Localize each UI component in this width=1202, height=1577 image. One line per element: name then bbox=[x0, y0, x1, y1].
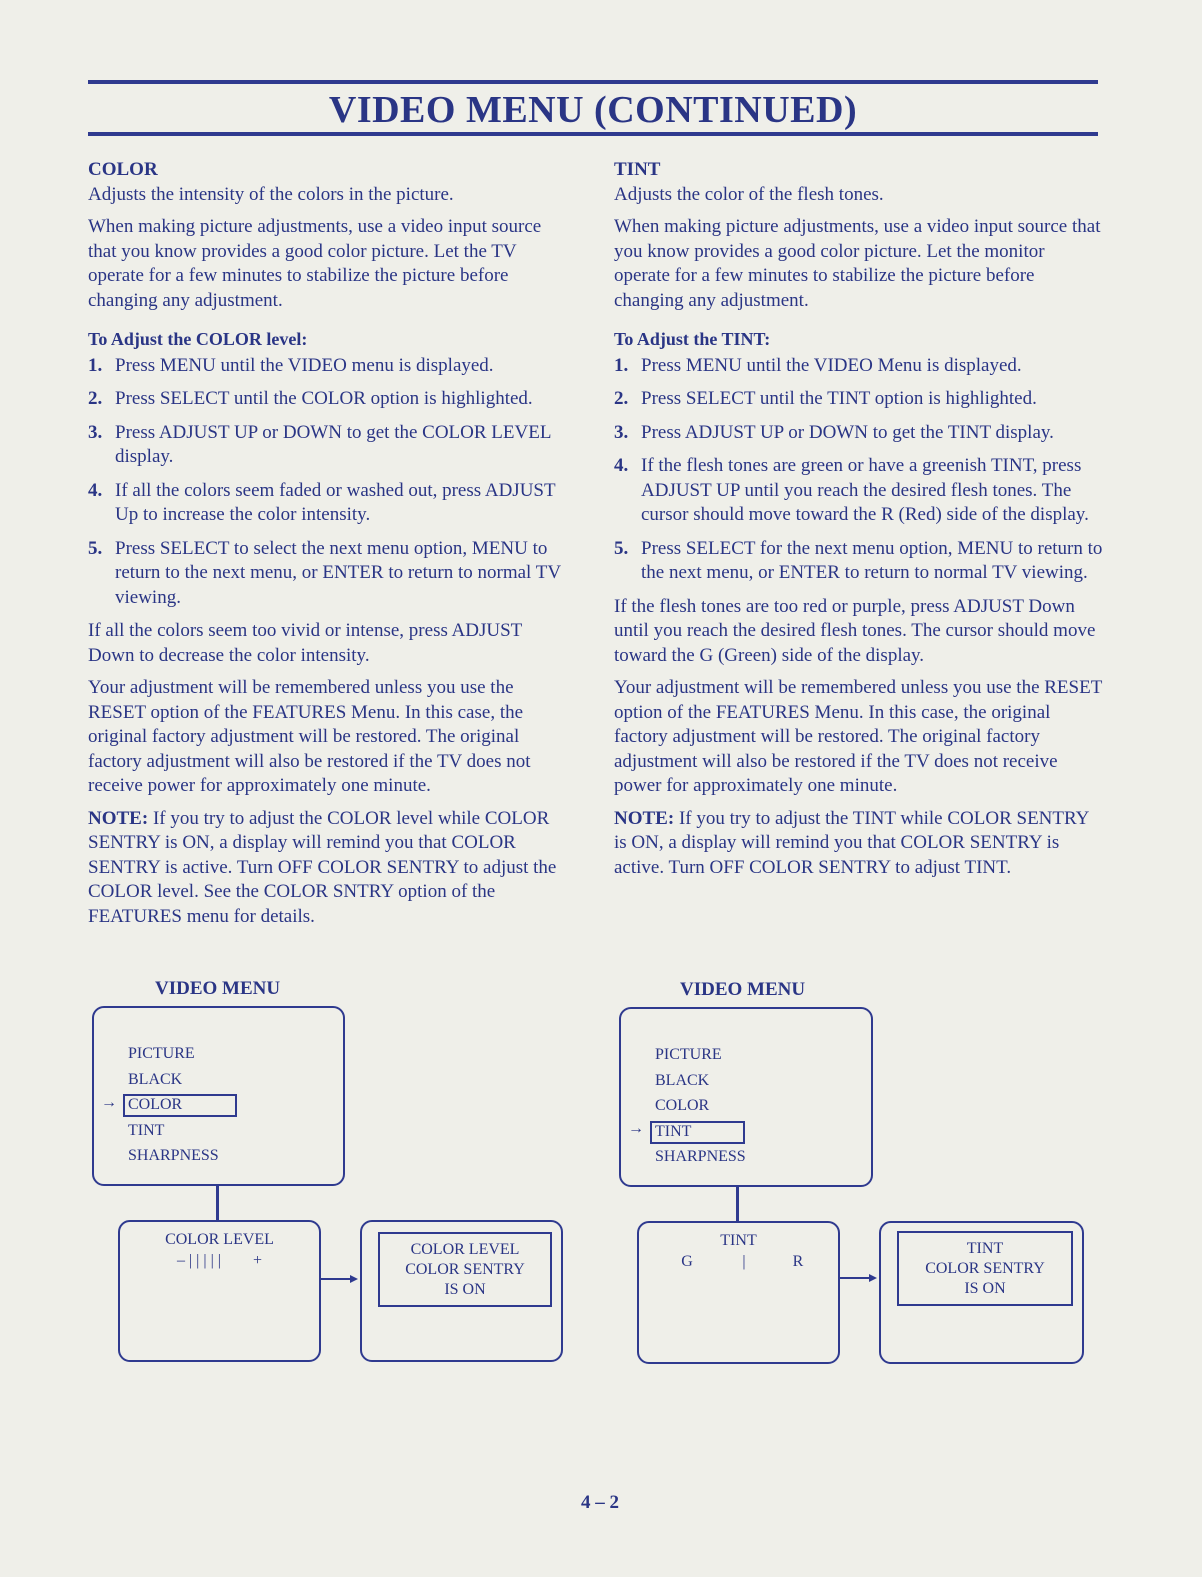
tint-section bbox=[614, 158, 1104, 888]
menu-item-sharpness: SHARPNESS bbox=[128, 1147, 219, 1164]
connector-line bbox=[840, 1277, 870, 1279]
color-level-label: COLOR LEVEL bbox=[165, 1231, 274, 1248]
menu-item-black: BLACK bbox=[128, 1070, 183, 1088]
tint-intro: Adjusts the color of the flesh tones. bbox=[614, 183, 884, 205]
list-item bbox=[614, 387, 1104, 412]
step-text: Press ADJUST UP or DOWN to get the COLOR LEVEL display. bbox=[115, 421, 551, 467]
sentry-line-1: COLOR LEVEL bbox=[410, 1241, 520, 1258]
step-text: Press SELECT for the next menu option, MENU to return to the next menu, or ENTER to return to normal TV viewing. bbox=[641, 537, 1103, 583]
menu-item-tint: TINT bbox=[128, 1121, 165, 1139]
step-number: 2. bbox=[614, 388, 629, 409]
tint-red-label: R bbox=[792, 1253, 804, 1270]
color-para-1: When making picture adjustments, use a video input source that you know provides a good color picture. Let the TV operate for a few minutes to stabilize the picture before changing any adjustment. bbox=[88, 216, 542, 311]
step-text: Press MENU until the VIDEO Menu is displayed. bbox=[641, 354, 1022, 376]
step-text: Press MENU until the VIDEO menu is displayed. bbox=[115, 354, 494, 376]
color-section bbox=[88, 158, 568, 937]
list-item bbox=[88, 387, 568, 412]
step-number: 5. bbox=[614, 537, 629, 559]
tint-label: TINT bbox=[720, 1232, 757, 1249]
color-note bbox=[88, 807, 568, 930]
menu-item-tint: TINT bbox=[655, 1122, 692, 1140]
tint-subheading: To Adjust the TINT: bbox=[614, 329, 771, 349]
note-text: If you try to adjust the TINT while COLOR SENTRY is ON, a display will remind you that COLOR SENTRY is active. Turn OFF COLOR SENTRY to adjust TINT. bbox=[614, 807, 1089, 878]
tint-cursor: | bbox=[742, 1253, 746, 1270]
note-label: NOTE: bbox=[614, 807, 675, 829]
tint-steps bbox=[614, 354, 1104, 586]
sentry-line-2: COLOR SENTRY bbox=[925, 1260, 1045, 1277]
menu-item-color: COLOR bbox=[128, 1096, 183, 1113]
sentry-line-1: TINT bbox=[966, 1240, 1004, 1257]
step-text: Press SELECT to select the next menu option, MENU to return to the next menu, or ENTER to return to normal TV viewing. bbox=[115, 537, 561, 608]
tint-note bbox=[614, 807, 1104, 881]
list-item bbox=[88, 479, 568, 528]
arrow-right-icon: → bbox=[101, 1094, 117, 1111]
color-para-2: If all the colors seem too vivid or intense, press ADJUST Down to decrease the color intensity. bbox=[88, 620, 522, 666]
color-level-scale: – | | | | | + bbox=[176, 1252, 263, 1269]
menu-item-color: COLOR bbox=[655, 1097, 710, 1114]
step-number: 3. bbox=[614, 421, 629, 443]
step-text: If all the colors seem faded or washed out, press ADJUST Up to increase the color intensity. bbox=[115, 479, 556, 525]
list-item bbox=[614, 537, 1104, 586]
arrow-right-icon: → bbox=[628, 1120, 644, 1137]
selection-highlight bbox=[123, 1094, 237, 1117]
tint-green-label: G bbox=[681, 1253, 693, 1270]
selection-highlight bbox=[650, 1121, 745, 1144]
list-item bbox=[88, 537, 568, 611]
step-text: If the flesh tones are green or have a greenish TINT, press ADJUST UP until you reach the desired flesh tones. The cursor should move toward the R (Red) side of the display. bbox=[641, 455, 1089, 525]
list-item bbox=[614, 421, 1104, 446]
note-label: NOTE: bbox=[88, 807, 149, 829]
arrow-head-icon bbox=[350, 1275, 358, 1283]
step-number: 5. bbox=[88, 537, 103, 559]
menu-list bbox=[655, 1042, 746, 1170]
tint-para-2: If the flesh tones are too red or purple, press ADJUST Down until you reach the desired flesh tones. The cursor should move toward the G (Green) side of the display. bbox=[614, 595, 1096, 666]
sentry-line-3: IS ON bbox=[444, 1281, 486, 1298]
list-item bbox=[88, 354, 568, 379]
step-text: Press SELECT until the TINT option is highlighted. bbox=[641, 388, 1037, 409]
list-item bbox=[614, 454, 1104, 528]
step-text: Press SELECT until the COLOR option is highlighted. bbox=[115, 388, 533, 409]
tint-para-1: When making picture adjustments, use a video input source that you know provides a good color picture. Let the monitor operate for a few minutes to stabilize the picture before changing any adjustment. bbox=[614, 216, 1101, 311]
page-title: VIDEO MENU (CONTINUED) bbox=[328, 89, 858, 131]
sentry-line-3: IS ON bbox=[964, 1280, 1006, 1297]
page-number: 4 – 2 bbox=[581, 1492, 619, 1513]
color-steps bbox=[88, 354, 568, 611]
title-rule bbox=[88, 132, 1098, 136]
step-text: Press ADJUST UP or DOWN to get the TINT display. bbox=[641, 421, 1054, 443]
color-intro: Adjusts the intensity of the colors in the picture. bbox=[88, 183, 454, 205]
connector-line bbox=[321, 1278, 351, 1280]
step-number: 1. bbox=[88, 354, 103, 376]
color-heading: COLOR bbox=[88, 159, 158, 180]
menu-item-picture: PICTURE bbox=[128, 1045, 195, 1062]
step-number: 2. bbox=[88, 388, 103, 409]
connector-line bbox=[216, 1186, 219, 1222]
color-subheading: To Adjust the COLOR level: bbox=[88, 329, 308, 349]
diagram-title: VIDEO MENU bbox=[680, 979, 806, 1000]
menu-item-black: BLACK bbox=[655, 1071, 710, 1089]
sentry-line-2: COLOR SENTRY bbox=[405, 1261, 525, 1278]
step-number: 3. bbox=[88, 421, 103, 443]
note-text: If you try to adjust the COLOR level while COLOR SENTRY is ON, a display will remind you that COLOR SENTRY is active. Turn OFF COLOR SENTRY to adjust the COLOR level. See the COLOR SNTRY option of the FEATURES menu for details. bbox=[88, 807, 557, 927]
menu-item-sharpness: SHARPNESS bbox=[655, 1148, 746, 1165]
step-number: 4. bbox=[88, 479, 103, 501]
menu-item-picture: PICTURE bbox=[655, 1046, 722, 1063]
connector-line bbox=[736, 1187, 739, 1223]
diagram-title: VIDEO MENU bbox=[155, 978, 281, 999]
list-item bbox=[88, 421, 568, 470]
top-rule bbox=[88, 80, 1098, 84]
tint-para-3: Your adjustment will be remembered unless you use the RESET option of the FEATURES Menu. In this case, the original factory adjustment will be restored. The original factory adjustment will also be restored if the TV does not receive power for approximately one minute. bbox=[614, 677, 1102, 796]
list-item bbox=[614, 354, 1104, 379]
step-number: 1. bbox=[614, 354, 629, 376]
tint-heading: TINT bbox=[614, 159, 661, 180]
step-number: 4. bbox=[614, 455, 629, 476]
arrow-head-icon bbox=[869, 1274, 877, 1282]
color-para-3: Your adjustment will be remembered unless you use the RESET option of the FEATURES Menu. In this case, the original factory adjustment will be restored. The original factory adjustment will also be restored if the TV does not receive power for approximately one minute. bbox=[88, 677, 531, 796]
